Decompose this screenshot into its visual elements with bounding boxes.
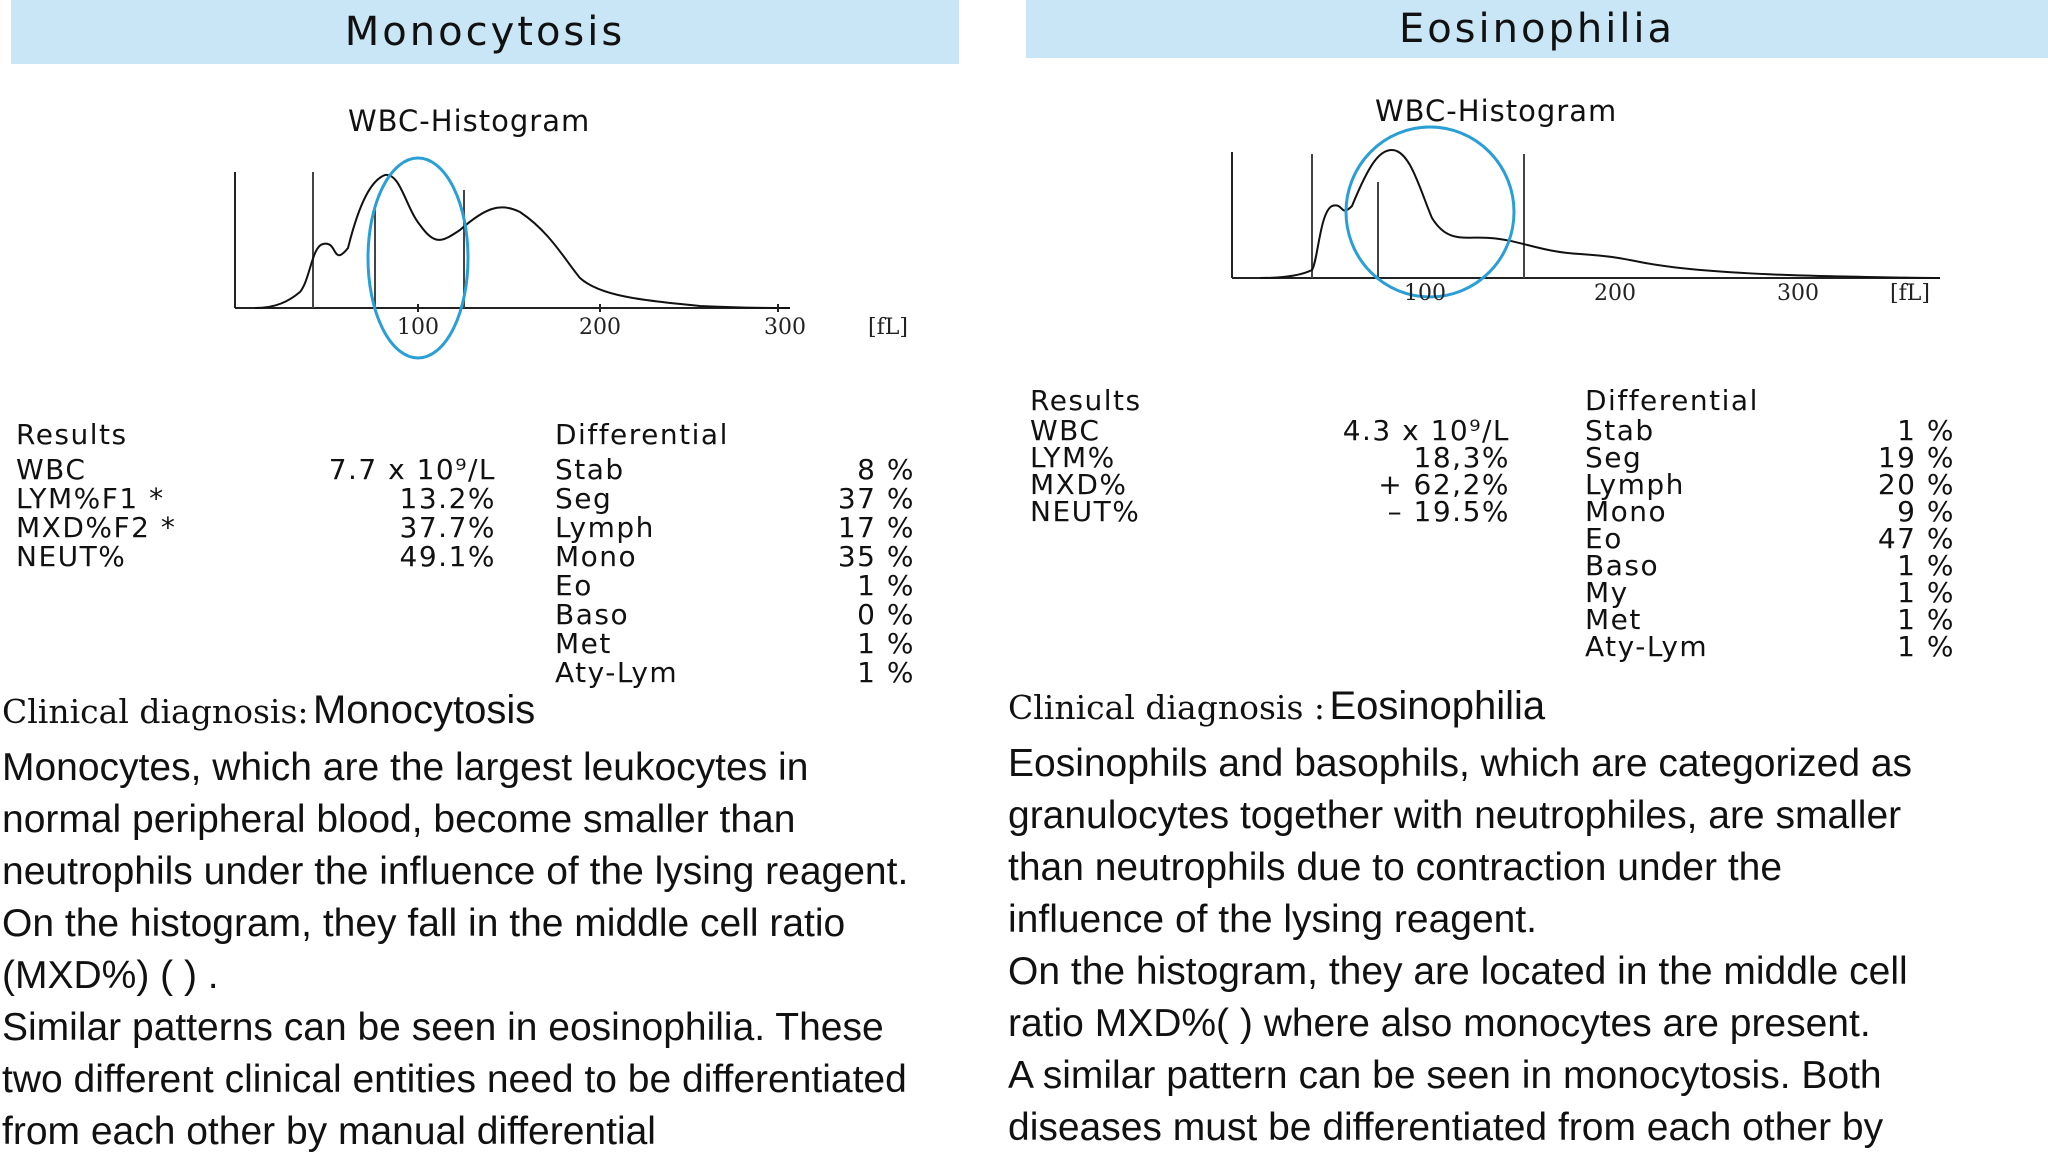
result-label: NEUT% [1030,495,1141,528]
results-row [1030,441,1510,474]
left-histogram-title: WBC-Histogram [348,104,591,138]
left-results [16,420,496,571]
results-row [16,455,496,484]
text-line: Eosinophils and basophils, which are categorized as [1008,742,1913,785]
diff-label: Met [1585,603,1642,636]
left-title: Monocytosis [344,9,626,55]
results-row [16,484,496,513]
diff-label: Aty-Lym [1585,630,1709,663]
differential-row [1585,522,1955,555]
result-value: 37.7% [399,511,496,544]
diff-label: Met [555,627,612,660]
text-line: neutrophils under the influence of the lysing reagent. [2,850,909,893]
diff-value: 47 % [1877,522,1955,555]
result-label: LYM% [1030,441,1116,474]
text-line: than neutrophils due to contraction under the [1008,846,1783,889]
diff-value: 1 % [1897,549,1955,582]
right-tick-200: 200 [1594,281,1636,306]
results-row [1030,414,1510,447]
right-results [1030,384,1510,528]
result-value: 13.2% [399,482,496,515]
diff-value: 1 % [857,656,915,689]
left-axis-unit: [fL] [868,315,908,340]
result-value: 7.7 x 10⁹/L [328,453,496,486]
diff-label: Seg [1585,441,1643,474]
differential-row [1585,495,1955,528]
text-line: Similar patterns can be seen in eosinophilia. These [2,1006,884,1049]
diff-value: 9 % [1897,495,1955,528]
right-title: Eosinophilia [1398,6,1676,52]
differential-row [1585,468,1955,501]
diff-label: Baso [555,598,630,631]
differential-row [555,513,915,542]
diff-label: Seg [555,482,613,515]
left-diagnosis [2,688,535,733]
left-tick-100: 100 [397,315,439,340]
result-label: LYM%F1 * [16,482,165,515]
result-label: NEUT% [16,540,127,573]
text-line: On the histogram, they are located in the middle cell [1008,950,1908,993]
left-diagnosis-value: Monocytosis [312,688,536,732]
diff-value: 35 % [837,540,915,573]
diff-label: Eo [1585,522,1623,555]
text-line: granulocytes together with neutrophiles, are smaller [1008,794,1902,837]
results-row [1030,495,1510,528]
differential-row [555,571,915,600]
right-diagnosis [1008,684,1545,729]
diff-label: Aty-Lym [555,656,679,689]
diff-label: Mono [555,540,638,573]
diff-value: 1 % [1897,576,1955,609]
diff-value: 1 % [1897,603,1955,636]
right-differential [1585,384,1955,663]
diff-label: My [1585,576,1629,609]
text-line: (MXD%) ( ) . [2,954,219,997]
result-value: + 62,2% [1378,468,1510,501]
right-results-header: Results [1030,384,1142,417]
text-line: ratio MXD%( ) where also monocytes are present. [1008,1002,1871,1045]
left-tick-200: 200 [579,315,621,340]
right-differential-header: Differential [1585,384,1759,417]
text-line: normal peripheral blood, become smaller than [2,798,796,841]
right-title-bar [1026,0,2048,58]
differential-row [1585,576,1955,609]
left-description [2,742,908,1158]
diff-label: Mono [1585,495,1668,528]
diff-value: 1 % [1897,630,1955,663]
right-diagnosis-label: Clinical diagnosis : [1008,688,1325,727]
results-row [1030,468,1510,501]
result-value: – 19.5% [1387,495,1510,528]
diff-label: Eo [555,569,593,602]
result-label: MXD% [1030,468,1128,501]
text-line: On the histogram, they fall in the middle cell ratio [2,902,846,945]
result-label: MXD%F2 * [16,511,177,544]
left-tick-300: 300 [764,315,806,340]
diff-value: 0 % [857,598,915,631]
left-title-bar [11,0,959,64]
text-line: from each other by manual differential [2,1110,656,1153]
differential-row [1585,549,1955,582]
diff-value: 19 % [1877,441,1955,474]
diff-value: 1 % [1897,414,1955,447]
differential-row [1585,414,1955,447]
differential-row [1585,441,1955,474]
differential-row [1585,603,1955,636]
text-line: A similar pattern can be seen in monocytosis. Both [1008,1054,1882,1097]
differential-row [555,542,915,571]
differential-row [555,629,915,658]
text-line: Monocytes, which are the largest leukocytes in [2,746,809,789]
text-line: two different clinical entities need to be differentiated [2,1058,907,1101]
left-differential [555,420,915,687]
diff-value: 20 % [1877,468,1955,501]
right-histogram-title: WBC-Histogram [1375,94,1618,128]
differential-row [555,600,915,629]
diff-label: Lymph [1585,468,1685,501]
right-axis-unit: [fL] [1890,281,1930,306]
result-value: 49.1% [399,540,496,573]
result-label: WBC [1030,414,1101,447]
results-row [16,542,496,571]
diff-label: Stab [555,453,625,486]
result-value: 4.3 x 10⁹/L [1342,414,1510,447]
diff-label: Baso [1585,549,1660,582]
text-line: influence of the lysing reagent. [1008,898,1538,941]
left-histogram [220,160,920,400]
right-tick-300: 300 [1777,281,1819,306]
differential-row [555,455,915,484]
diff-value: 1 % [857,627,915,660]
left-differential-header: Differential [555,418,729,451]
differential-row [555,658,915,687]
diff-value: 8 % [857,453,915,486]
right-histogram [1220,140,1940,340]
right-diagnosis-value: Eosinophilia [1329,684,1546,728]
diff-label: Stab [1585,414,1655,447]
differential-row [555,484,915,513]
diff-value: 1 % [857,569,915,602]
results-row [16,513,496,542]
diff-label: Lymph [555,511,655,544]
differential-row [1585,630,1955,663]
right-description [1008,738,1912,1154]
diff-value: 17 % [837,511,915,544]
diff-value: 37 % [837,482,915,515]
right-tick-100: 100 [1404,281,1446,306]
result-label: WBC [16,453,87,486]
result-value: 18,3% [1413,441,1510,474]
text-line: diseases must be differentiated from each other by [1008,1106,1884,1149]
left-diagnosis-label: Clinical diagnosis: [2,692,309,731]
left-results-header: Results [16,418,128,451]
